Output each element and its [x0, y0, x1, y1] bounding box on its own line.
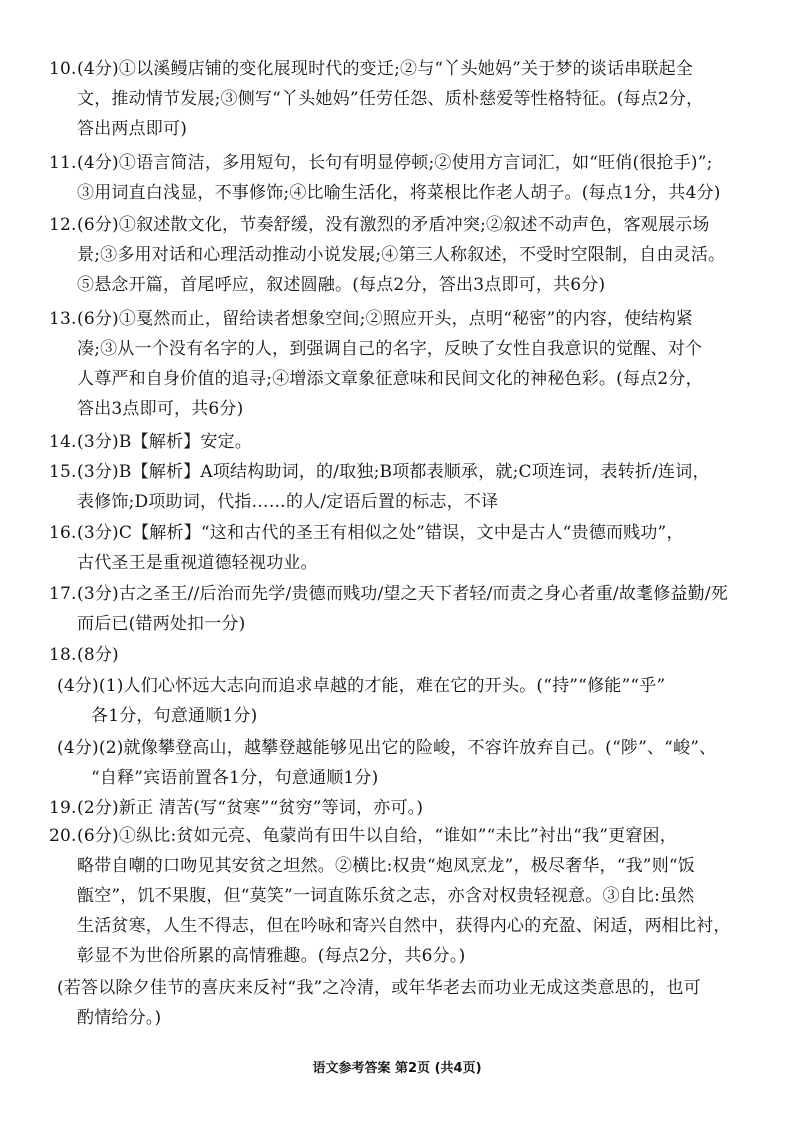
page-footer: 语文参考答案 第2页 (共4页): [312, 1061, 482, 1076]
answer-18-part-2-line-2: “自释”宾语前置各1分，句意通顺1分): [91, 768, 379, 788]
answer-17-line-1: (3分)古之圣王//后治而先学/贵德而贱功/望之天下者轻/而责之身心者重/故耄修益勤/死: [77, 584, 728, 604]
answer-13-line-4: 答出3点即可，共6分): [77, 399, 244, 419]
answer-14-number: 14.: [49, 432, 77, 452]
answer-12-line-3: ⑤悬念开篇，首尾呼应，叙述圆融。(每点2分，答出3点即可，共6分): [77, 275, 606, 295]
answer-12-line-1: (6分)①叙述散文化，节奏舒缓，没有激烈的矛盾冲突;②叙述不动声色，客观展示场: [77, 215, 710, 235]
answer-18-part-2-line-1: (4分)(2)就像攀登高山，越攀登越能够见出它的险峻，不容许放弃自己。(“陟”、“峻”、: [57, 738, 717, 758]
answer-18-number: 18.: [49, 645, 77, 665]
answer-15-line-1: (3分)B【解析】A项结构助词，的/取独;B项都表顺承，就;C项连词，表转折/连词，: [77, 462, 710, 482]
answer-11-line-1: (4分)①语言简洁，多用短句，长句有明显停顿;②使用方言词汇，如“旺俏(很抢手)”;: [77, 153, 713, 173]
answer-12-line-2: 景;③多用对话和心理活动推动小说发展;④第三人称叙述，不受时空限制，自由灵活。: [77, 245, 726, 265]
answer-10-line-2: 文，推动情节发展;③侧写“丫头她妈”任劳任怨、质朴慈爱等性格特征。(每点2分，: [77, 89, 704, 109]
answer-16-line-2: 古代圣王是重视道德轻视功业。: [77, 553, 318, 573]
answer-13-line-2: 凑;③从一个没有名字的人，到强调自己的名字，反映了女性自我意识的觉醒、对个: [77, 339, 703, 359]
answer-17-number: 17.: [49, 584, 77, 604]
answer-20-number: 20.: [49, 826, 77, 846]
answer-20-line-3: 甑空”，饥不果腹，但“莫笑”一词直陈乐贫之志，亦含对权贵轻视意。③自比:虽然: [77, 886, 695, 906]
answer-18-part-1-line-1: (4分)(1)人们心怀远大志向而追求卓越的才能，难在它的开头。(“持”“修能”“乎”: [57, 676, 666, 696]
answer-16-line-1: (3分)C【解析】“这和古代的圣王有相似之处”错误，文中是古人“贵德而贱功”，: [77, 523, 684, 543]
answer-14-line-1: (3分)B【解析】安定。: [77, 432, 252, 452]
answer-20-line-2: 略带自嘲的口吻见其安贫之坦然。②横比:权贵“炮凤烹龙”，极尽奢华，“我”则“饭: [77, 856, 695, 876]
answer-18-part-1-line-2: 各1分，句意通顺1分): [91, 706, 258, 726]
answer-20-line-4: 生活贫寒，人生不得志，但在吟咏和寄兴自然中，获得内心的充盈、闲适，两相比衬，: [77, 916, 731, 936]
answer-20-line-5: 彰显不为世俗所累的高情雅趣。(每点2分，共6分。): [77, 946, 466, 966]
answer-13-line-3: 人尊严和自身价值的追寻;④增添文章象征意味和民间文化的神秘色彩。(每点2分，: [77, 369, 703, 389]
answer-15-line-2: 表修饰;D项助词，代指……的人/定语后置的标志，不译: [77, 492, 499, 512]
answer-15-number: 15.: [49, 462, 77, 482]
answer-10-line-1: (4分)①以溪鳗店铺的变化展现时代的变迁;②与“丫头她妈”关于梦的谈话串联起全: [77, 59, 693, 79]
answer-12-number: 12.: [49, 215, 77, 235]
answer-13-number: 13.: [49, 309, 77, 329]
supplementary-note-line-1: (若答以除夕佳节的喜庆来反衬“我”之冷清，或年华老去而功业无成这类意思的，也可: [57, 978, 701, 998]
answer-11-line-2: ③用词直白浅显，不事修饰;④比喻生活化，将菜根比作老人胡子。(每点1分，共4分): [77, 183, 721, 203]
answer-19-line-1: (2分)新正 清苦(写“贫寒”“贫穷”等词，亦可。): [77, 798, 424, 818]
answer-18-line-1: (8分): [77, 645, 119, 665]
answer-19-number: 19.: [49, 798, 77, 818]
answer-17-line-2: 而后已(错两处扣一分): [77, 614, 246, 634]
supplementary-note-line-2: 酌情给分。): [77, 1008, 162, 1028]
answer-20-line-1: (6分)①纵比:贫如元亮、龟蒙尚有田牛以自给，“谁如”“未比”衬出“我”更窘困，: [77, 826, 677, 846]
answer-13-line-1: (6分)①戛然而止，留给读者想象空间;②照应开头，点明“秘密”的内容，使结构紧: [77, 309, 693, 329]
answer-11-number: 11.: [49, 153, 77, 173]
answer-16-number: 16.: [49, 523, 77, 543]
answer-10-line-3: 答出两点即可): [77, 119, 188, 139]
answer-10-number: 10.: [49, 59, 77, 79]
